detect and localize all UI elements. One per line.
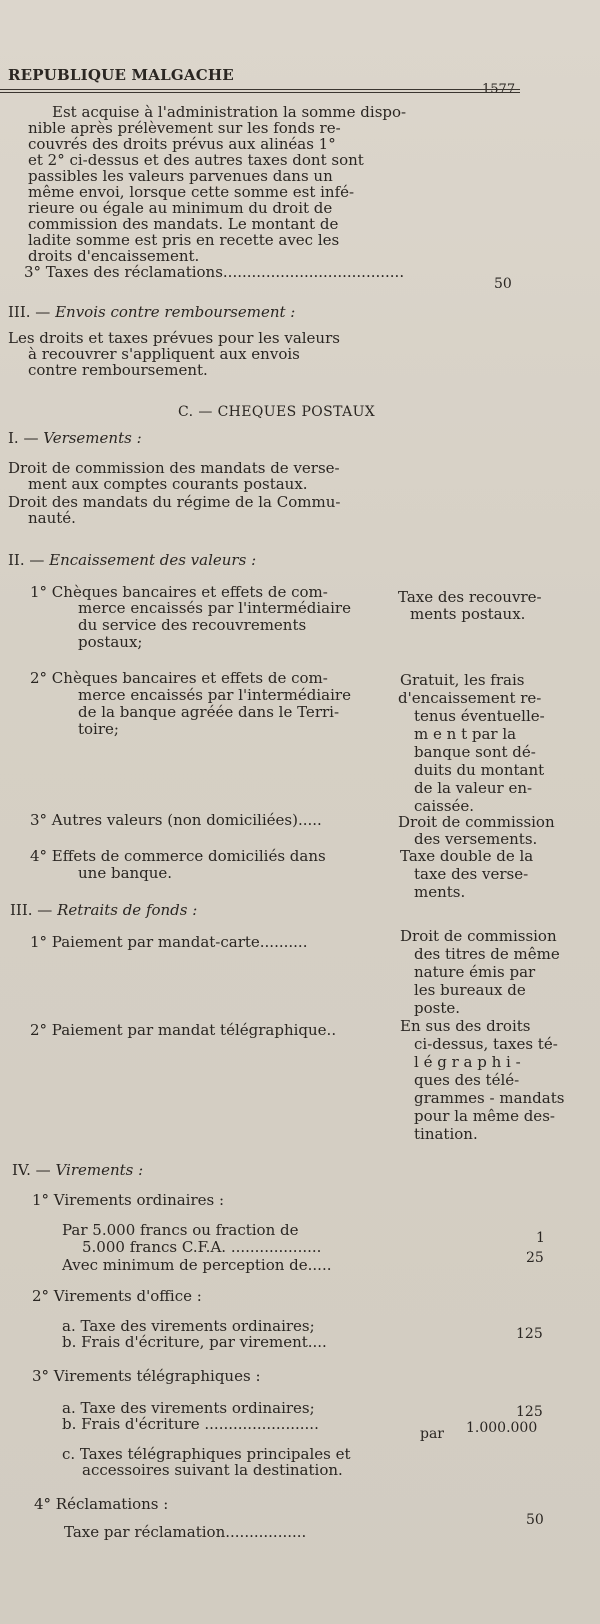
- header-rule: [0, 89, 520, 90]
- text-line: postaux;: [78, 633, 143, 651]
- text-line: contre remboursement.: [28, 361, 208, 379]
- text-line: ments postaux.: [410, 605, 526, 623]
- text-line: rieure ou égale au minimum du droit de: [28, 199, 333, 217]
- taxes-reclamations: 3° Taxes des réclamations......................................: [24, 263, 405, 281]
- text-line: accessoires suivant la destination.: [82, 1461, 343, 1479]
- subheading-virements-ordinaires: 1° Virements ordinaires :: [32, 1191, 225, 1209]
- text-line: des titres de même: [414, 945, 560, 963]
- text-line: 4° Effets de commerce domiciliés dans: [30, 847, 326, 865]
- text-line: 2° Paiement par mandat télégraphique..: [30, 1021, 337, 1039]
- text-line: Avec minimum de perception de.....: [62, 1256, 332, 1274]
- text-line: une banque.: [78, 864, 173, 882]
- header-rule: [0, 92, 520, 93]
- text-line: banque sont dé-: [414, 743, 536, 761]
- text-line: a. Taxe des virements ordinaires;: [62, 1399, 315, 1417]
- text-line: taxe des verse-: [414, 865, 529, 883]
- text-line: a. Taxe des virements ordinaires;: [62, 1317, 315, 1335]
- text-line: commission des mandats. Le montant de: [28, 215, 339, 233]
- text-line: nible après prélèvement sur les fonds re-: [28, 119, 341, 137]
- section-heading-retraits: III. — Retraits de fonds :: [10, 901, 198, 919]
- text-line: tenus éventuelle-: [414, 707, 545, 725]
- text-line: toire;: [78, 720, 119, 738]
- text-line: duits du montant: [414, 761, 545, 779]
- text-line: même envoi, lorsque cette somme est infé-: [28, 183, 355, 201]
- section-heading-encaissement: II. — Encaissement des valeurs :: [8, 551, 257, 569]
- text-line: ci-dessus, taxes té-: [414, 1035, 558, 1053]
- text-line: Taxe par réclamation.................: [64, 1523, 307, 1541]
- text-line: b. Frais d'écriture ........................: [62, 1415, 319, 1433]
- section-heading-versements: I. — Versements :: [8, 429, 142, 447]
- text-line: Les droits et taxes prévues pour les valeurs: [8, 329, 340, 347]
- text-line: à recouvrer s'appliquent aux envois: [28, 345, 300, 363]
- text-line: tination.: [414, 1125, 478, 1143]
- text-line: Taxe des recouvre-: [398, 588, 542, 606]
- subheading-virements-office: 2° Virements d'office :: [32, 1287, 202, 1305]
- subheading-reclamations: 4° Réclamations :: [34, 1495, 169, 1513]
- text-line: Droit de commission des mandats de verse-: [8, 459, 340, 477]
- text-line: et 2° ci-dessus et des autres taxes dont sont: [28, 151, 364, 169]
- text-line: 3° Autres valeurs (non domiciliées).....: [30, 811, 322, 829]
- text-line: couvrés des droits prévus aux alinéas 1°: [28, 135, 336, 153]
- text-line: pour la même des-: [414, 1107, 555, 1125]
- subheading-virements-telegraphiques: 3° Virements télégraphiques :: [32, 1367, 261, 1385]
- text-line: merce encaissés par l'intermédiaire: [78, 686, 351, 704]
- text-line: Droit des mandats du régime de la Commu-: [8, 493, 341, 511]
- amount: 25: [526, 1250, 544, 1266]
- text-line: 5.000 francs C.F.A. ...................: [82, 1238, 322, 1256]
- text-line: grammes - mandats: [414, 1089, 565, 1107]
- text-line: En sus des droits: [400, 1017, 531, 1035]
- text-line: l é g r a p h i -: [414, 1053, 521, 1071]
- text-line: b. Frais d'écriture, par virement....: [62, 1333, 327, 1351]
- section-heading-envois: III. — Envois contre remboursement :: [8, 303, 296, 321]
- text-line: par: [420, 1426, 445, 1442]
- amount: 1.000.000: [466, 1420, 538, 1436]
- text-line: droits d'encaissement.: [28, 247, 200, 265]
- text-line: ment aux comptes courants postaux.: [28, 475, 308, 493]
- text-line: Droit de commission: [398, 813, 555, 831]
- text-line: d'encaissement re-: [398, 689, 542, 707]
- text-line: Par 5.000 francs ou fraction de: [62, 1221, 299, 1239]
- text-line: nauté.: [28, 509, 76, 527]
- text-line: Est acquise à l'administration la somme dispo-: [52, 103, 407, 121]
- text-line: 1° Paiement par mandat-carte..........: [30, 933, 308, 951]
- amount: 50: [526, 1512, 544, 1528]
- amount: 125: [516, 1326, 543, 1342]
- text-line: nature émis par: [414, 963, 536, 981]
- text-line: passibles les valeurs parvenues dans un: [28, 167, 333, 185]
- text-line: caissée.: [414, 797, 475, 815]
- amount: 1: [536, 1230, 545, 1246]
- text-line: de la banque agréée dans le Terri-: [78, 703, 340, 721]
- header-title: REPUBLIQUE MALGACHE: [8, 66, 234, 84]
- text-line: Taxe double de la: [400, 847, 534, 865]
- amount: 125: [516, 1404, 543, 1420]
- text-line: Droit de commission: [400, 927, 557, 945]
- text-line: m e n t par la: [414, 725, 517, 743]
- page-header: [8, 62, 528, 97]
- text-line: poste.: [414, 999, 461, 1017]
- text-line: Gratuit, les frais: [400, 671, 525, 689]
- text-line: des versements.: [414, 830, 538, 848]
- text-line: ladite somme est pris en recette avec les: [28, 231, 340, 249]
- text-line: ques des télé-: [414, 1071, 520, 1089]
- amount: 50: [494, 276, 512, 292]
- text-line: les bureaux de: [414, 981, 526, 999]
- section-heading-virements: IV. — Virements :: [12, 1161, 144, 1179]
- text-line: 1° Chèques bancaires et effets de com-: [30, 583, 328, 601]
- section-title-cheques-postaux: C. — CHEQUES POSTAUX: [178, 404, 376, 420]
- page-number: 1577: [482, 82, 516, 97]
- text-line: de la valeur en-: [414, 779, 533, 797]
- text-line: c. Taxes télégraphiques principales et: [62, 1445, 351, 1463]
- text-line: 2° Chèques bancaires et effets de com-: [30, 669, 328, 687]
- text-line: ments.: [414, 883, 466, 901]
- text-line: merce encaissés par l'intermédiaire: [78, 599, 351, 617]
- text-line: du service des recouvrements: [78, 616, 307, 634]
